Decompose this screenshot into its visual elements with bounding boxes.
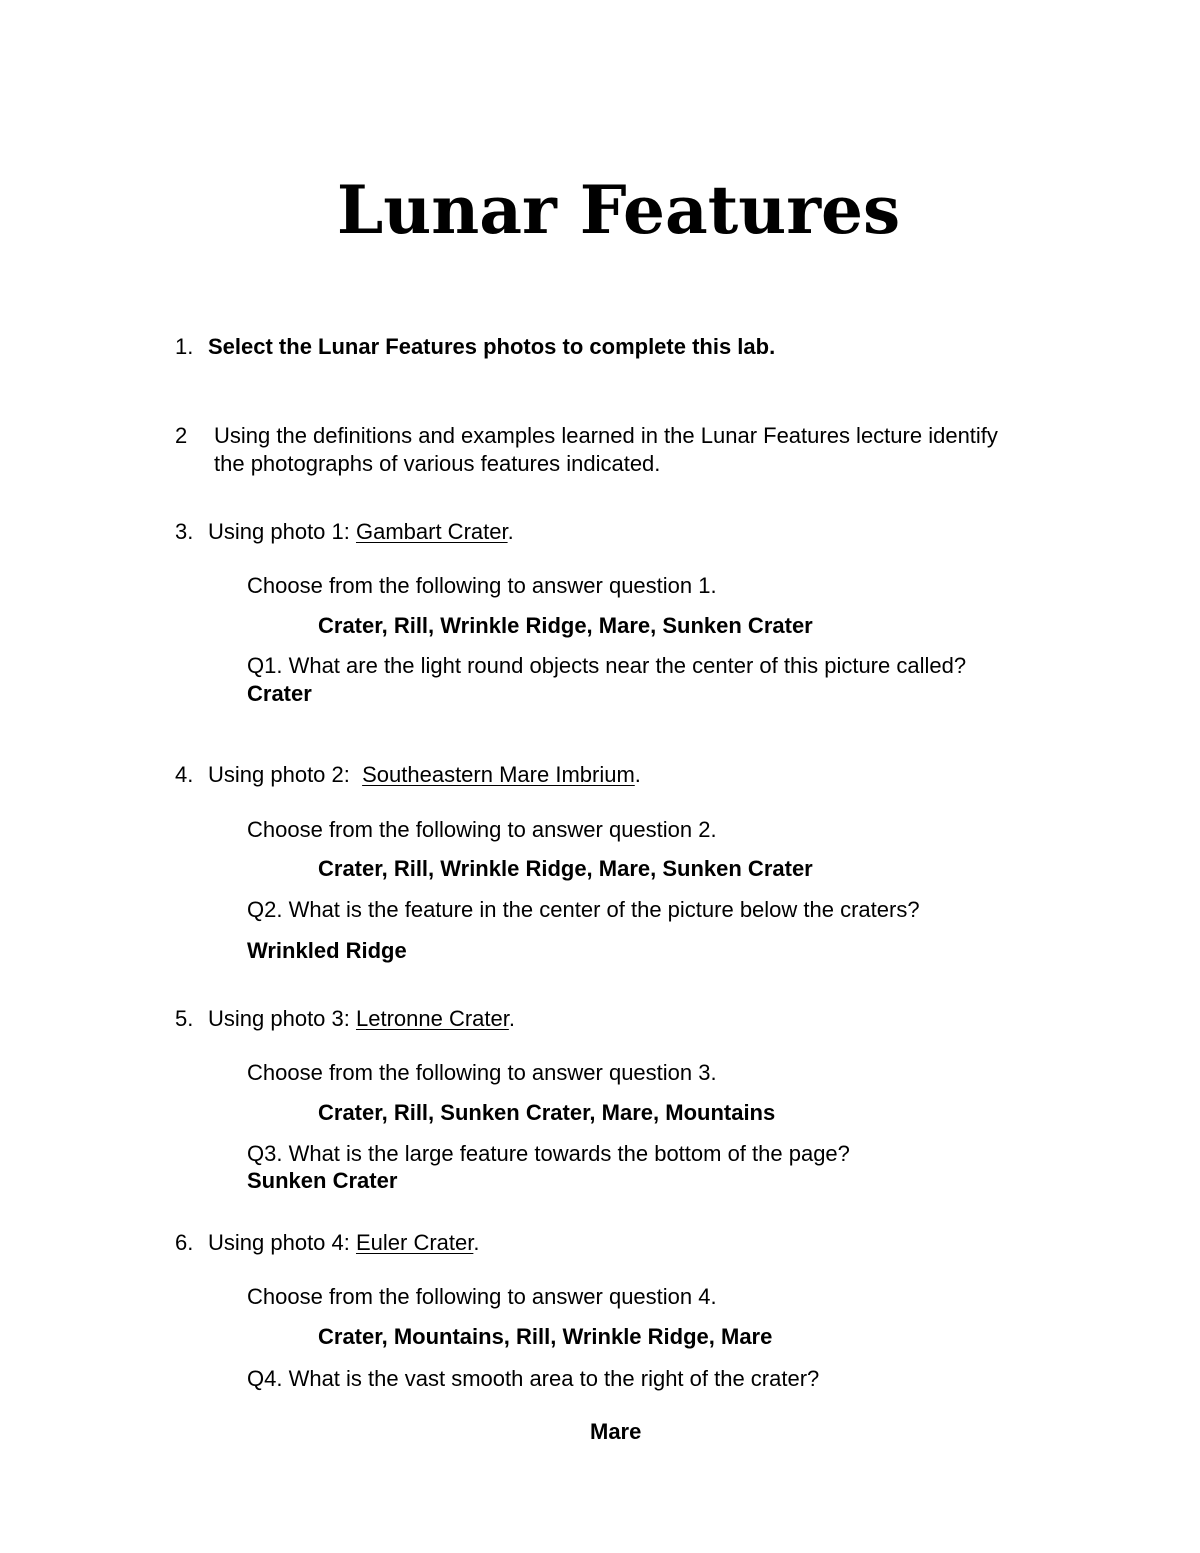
answer-text: Sunken Crater [247, 1168, 398, 1193]
photo-suffix: . [634, 762, 641, 787]
choose-text: Choose from the following to answer question 3. [247, 1060, 717, 1085]
photo-line [208, 1229, 480, 1257]
item-number: 5. [175, 1006, 194, 1031]
answer-options: Crater, Mountains, Rill, Wrinkle Ridge, Mare [318, 1324, 773, 1349]
item-number: 1. [175, 334, 194, 359]
photo-link[interactable]: Letronne Crater [355, 1006, 509, 1031]
photo-suffix: . [507, 519, 514, 544]
photo-suffix: . [473, 1230, 480, 1255]
photo-suffix: . [508, 1006, 515, 1031]
photo-link[interactable]: Southeastern Mare Imbrium [362, 762, 635, 787]
choose-text: Choose from the following to answer question 1. [247, 573, 717, 598]
item-number: 6. [175, 1230, 194, 1255]
answer-text: Wrinkled Ridge [247, 938, 407, 963]
photo-prefix: Using photo 1: [208, 519, 356, 544]
instruction-line: the photographs of various features indicated. [214, 451, 661, 476]
question-text: Q1. What are the light round objects near the center of this picture called? [247, 653, 967, 678]
answer-options: Crater, Rill, Wrinkle Ridge, Mare, Sunken Crater [318, 856, 813, 881]
question-text: Q3. What is the large feature towards the bottom of the page? [247, 1141, 850, 1166]
photo-prefix: Using photo 2: [208, 762, 363, 787]
instruction-line: Using the definitions and examples learned in the Lunar Features lecture identify [214, 423, 998, 448]
page-title: Lunar Features [336, 171, 901, 249]
item-number: 2 [175, 423, 188, 448]
answer-options: Crater, Rill, Sunken Crater, Mare, Mountains [318, 1100, 776, 1125]
choose-text: Choose from the following to answer question 2. [247, 817, 717, 842]
photo-link[interactable]: Euler Crater [355, 1230, 474, 1255]
photo-line [208, 1005, 515, 1033]
photo-line [208, 761, 641, 789]
answer-text: Mare [590, 1419, 642, 1444]
question-text: Q4. What is the vast smooth area to the right of the crater? [247, 1366, 820, 1391]
photo-line [208, 518, 514, 546]
answer-text: Crater [247, 681, 312, 706]
item-number: 3. [175, 519, 194, 544]
question-text: Q2. What is the feature in the center of the picture below the craters? [247, 897, 920, 922]
choose-text: Choose from the following to answer question 4. [247, 1284, 717, 1309]
photo-prefix: Using photo 3: [208, 1006, 356, 1031]
answer-options: Crater, Rill, Wrinkle Ridge, Mare, Sunken Crater [318, 613, 813, 638]
instruction-text: Select the Lunar Features photos to complete this lab. [208, 334, 776, 359]
photo-link[interactable]: Gambart Crater [355, 519, 508, 544]
item-number: 4. [175, 762, 194, 787]
photo-prefix: Using photo 4: [208, 1230, 356, 1255]
